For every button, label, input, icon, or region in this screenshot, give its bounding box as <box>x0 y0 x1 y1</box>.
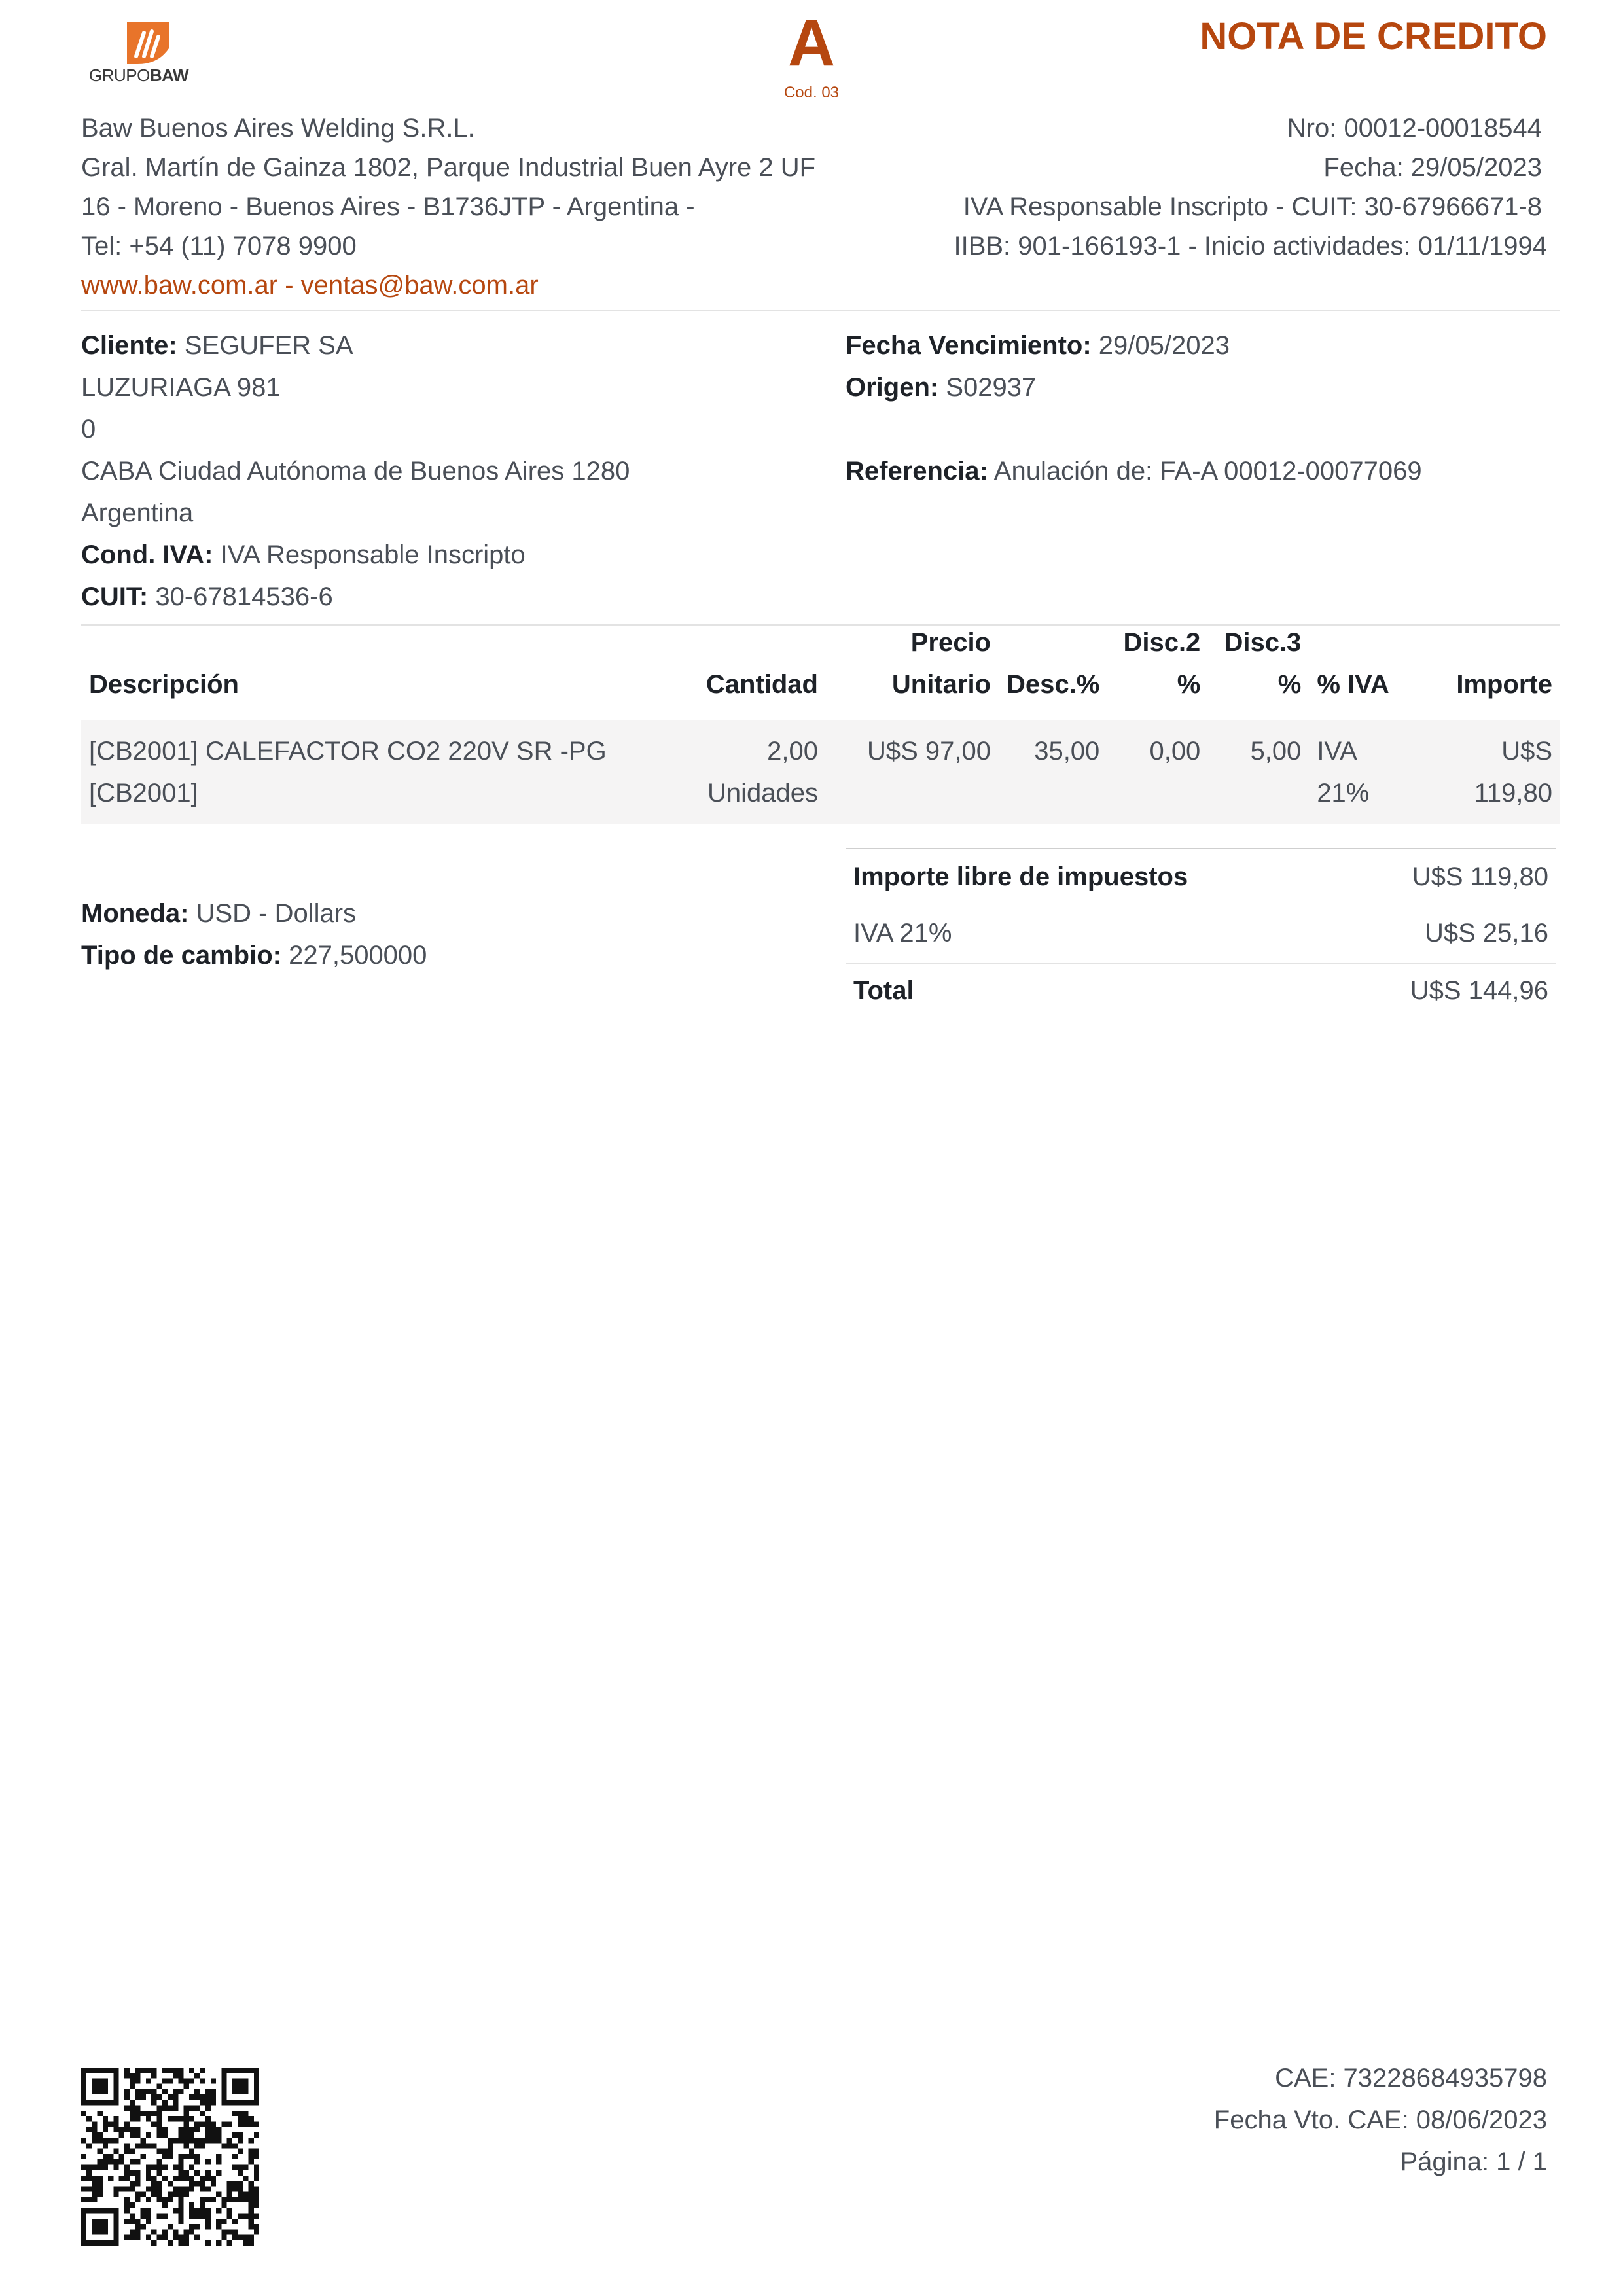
client-cuit-value: 30-67814536-6 <box>155 582 333 611</box>
vencimiento-label: Fecha Vencimiento: <box>846 331 1092 360</box>
client-street: LUZURIAGA 981 <box>81 373 281 402</box>
doc-code: Cod. 03 <box>783 84 840 101</box>
tipo-cambio-label: Tipo de cambio: <box>81 941 281 970</box>
footer-info <box>1214 2057 1547 2183</box>
cond-iva-label: Cond. IVA: <box>81 540 213 569</box>
doc-date: Fecha: 29/05/2023 <box>1323 153 1542 182</box>
totals-divider <box>846 963 1556 964</box>
qr-code-image <box>81 2068 259 2246</box>
doc-iva-cuit: IVA Responsable Inscripto - CUIT: 30-67966671-8 <box>963 192 1542 221</box>
doc-info <box>954 109 1547 266</box>
col-importe: Importe <box>1456 670 1552 699</box>
totals-top-divider <box>846 848 1556 849</box>
col-iva: % IVA <box>1317 670 1389 699</box>
table-header-row <box>81 622 1560 720</box>
row-importe: U$S 119,80 <box>1474 737 1552 807</box>
moneda-label: Moneda: <box>81 899 189 928</box>
meta-block <box>846 325 1422 492</box>
company-logo <box>81 20 205 92</box>
client-block <box>81 325 630 618</box>
total-label: Total <box>853 976 914 1005</box>
row-desc: 35,00 <box>1034 737 1100 766</box>
col-precio: Precio Unitario <box>891 628 991 699</box>
client-country: Argentina <box>81 499 194 527</box>
row-cantidad: 2,00 Unidades <box>707 737 818 807</box>
subtotal-value: U$S 119,80 <box>1412 862 1548 891</box>
referencia-label: Referencia: <box>846 457 988 486</box>
doc-letter: A <box>787 7 836 80</box>
iva-row <box>846 912 1556 954</box>
client-city: CABA Ciudad Autónoma de Buenos Aires 1280 <box>81 457 630 486</box>
referencia-value: Anulación de: FA-A 00012-00077069 <box>993 457 1422 486</box>
vencimiento-value: 29/05/2023 <box>1098 331 1230 360</box>
company-address-1: Gral. Martín de Gainza 1802, Parque Industrial Buen Ayre 2 UF <box>81 153 816 182</box>
logo-text <box>89 65 188 86</box>
row-disc2: 0,00 <box>1149 737 1201 766</box>
company-tel: Tel: +54 (11) 7078 9900 <box>81 232 357 260</box>
company-name: Baw Buenos Aires Welding S.R.L. <box>81 114 475 143</box>
tipo-cambio-value: 227,500000 <box>289 941 427 970</box>
col-cantidad: Cantidad <box>705 670 818 699</box>
col-desc: Desc.% <box>1007 670 1100 699</box>
row-precio: U$S 97,00 <box>866 737 991 766</box>
header-divider <box>81 310 1560 311</box>
col-disc3: Disc.3 % <box>1224 628 1302 699</box>
client-cuit-label: CUIT: <box>81 582 149 611</box>
qr-code-modules <box>81 2068 259 2246</box>
client-number: 0 <box>81 415 96 444</box>
col-descripcion: Descripción <box>89 670 239 699</box>
currency-block <box>81 892 427 976</box>
company-info <box>81 109 815 305</box>
company-address-2: 16 - Moreno - Buenos Aires - B1736JTP - Argentina - <box>81 192 695 221</box>
table-row <box>81 720 1560 824</box>
col-disc2: Disc.2 % <box>1123 628 1201 699</box>
invoice-lines-table <box>81 622 1560 824</box>
client-label: Cliente: <box>81 331 177 360</box>
row-iva: IVA 21% <box>1317 737 1370 807</box>
total-value: U$S 144,96 <box>1410 976 1548 1005</box>
cae-expiry: Fecha Vto. CAE: 08/06/2023 <box>1213 2106 1547 2134</box>
client-name: SEGUFER SA <box>184 331 353 360</box>
cae-number: CAE: 73228684935798 <box>1275 2064 1547 2093</box>
subtotal-row <box>846 856 1556 898</box>
doc-number: Nro: 00012-00018544 <box>1287 114 1542 143</box>
subtotal-label: Importe libre de impuestos <box>853 862 1188 891</box>
cond-iva-value: IVA Responsable Inscripto <box>220 540 526 569</box>
origen-value: S02937 <box>946 373 1037 402</box>
company-web-link[interactable]: www.baw.com.ar - ventas@baw.com.ar <box>81 271 539 300</box>
logo-text-bold: BAW <box>149 65 189 85</box>
doc-iibb: IIBB: 901-166193-1 - Inicio actividades: 01/11/1994 <box>954 232 1547 260</box>
logo-text-light: GRUPO <box>89 65 150 85</box>
iva-value: U$S 25,16 <box>1424 919 1548 947</box>
moneda-value: USD - Dollars <box>196 899 357 928</box>
origen-label: Origen: <box>846 373 939 402</box>
page-number: Página: 1 / 1 <box>1400 2147 1547 2176</box>
row-disc3: 5,00 <box>1250 737 1302 766</box>
baw-logo-icon <box>122 20 174 67</box>
doc-title: NOTA DE CREDITO <box>1200 15 1547 58</box>
iva-label: IVA 21% <box>853 919 952 947</box>
row-descripcion: [CB2001] CALEFACTOR CO2 220V SR -PG [CB2001] <box>89 737 607 807</box>
total-row <box>846 970 1556 1012</box>
